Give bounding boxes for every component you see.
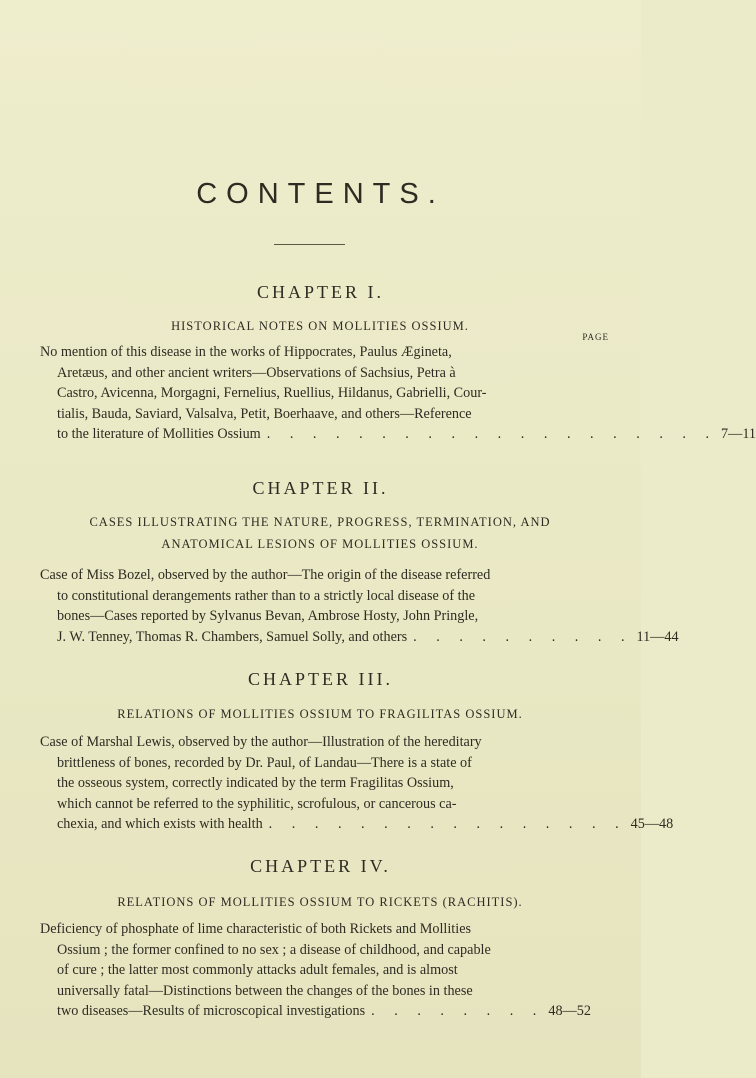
entry-line: Case of Miss Bozel, observed by the author—The origin of the disease referred (40, 567, 491, 583)
entry-last-line: two diseases—Results of microscopical investigations . . . . . . . . 48—52 (40, 1001, 588, 1022)
chapter-2-subheading: CASES ILLUSTRATING THE NATURE, PROGRESS, TERMINATION, AND ANATOMICAL LESIONS OF MOLLITIES OSSIUM. (89, 515, 551, 551)
entry-last-line: chexia, and which exists with health . . . . . . . . . . . . . . . . 45—48 (40, 814, 588, 835)
page-range: 11—44 (636, 628, 679, 645)
chapter-2-heading: CHAPTER II. (252, 478, 389, 498)
title-rule (274, 244, 345, 245)
chapter-1-subheading: HISTORICAL NOTES ON MOLLITIES OSSIUM. (171, 319, 469, 333)
chapter-3-heading: CHAPTER III. (248, 669, 393, 689)
entry-line: Deficiency of phosphate of lime characteristic of both Rickets and Mollities (40, 921, 472, 937)
entry-line: bones—Cases reported by Sylvanus Bevan, Ambrose Hosty, John Pringle, (57, 608, 479, 624)
page-range: 45—48 (630, 816, 674, 832)
leader-dots: . . . . . . . . (371, 1003, 545, 1019)
leader-dots: . . . . . . . . . . . . . . . . . . . . (266, 426, 718, 442)
entry-line: Ossium ; the former confined to no sex ; a disease of childhood, and capable (57, 941, 491, 958)
entry-line: universally fatal—Distinctions between the changes of the bones in these (57, 982, 473, 999)
chapter-4-entry (40, 919, 591, 1022)
leader-dots: . . . . . . . . . . . . . . . . (268, 816, 627, 832)
page-range: 48—52 (548, 1003, 591, 1019)
entry-line: Case of Marshal Lewis, observed by the author—Illustration of the hereditary (40, 734, 482, 750)
entry-line: Castro, Avicenna, Morgagni, Fernelius, Ruellius, Hildanus, Gabrielli, Cour- (57, 385, 487, 401)
entry-line: of cure ; the latter most commonly attacks adult females, and is almost (57, 962, 458, 978)
entry-line: to constitutional derangements rather than to a strictly local disease of the (57, 587, 476, 604)
page-column-label: PAGE (582, 332, 609, 342)
entry-line: No mention of this disease in the works of Hippocrates, Paulus Ægineta, (40, 344, 452, 360)
entry-line: tialis, Bauda, Saviard, Valsalva, Petit, Boerhaave, and others—Reference (57, 405, 472, 422)
chapter-3-subheading: RELATIONS OF MOLLITIES OSSIUM TO FRAGILITAS OSSIUM. (117, 707, 523, 721)
entry-line: Aretæus, and other ancient writers—Observations of Sachsius, Petra à (57, 364, 456, 381)
entry-last-line: J. W. Tenney, Thomas R. Chambers, Samuel Solly, and others . . . . . . . . . . 11—44 (40, 627, 588, 648)
chapter-2-entry (40, 565, 679, 647)
leader-dots: . . . . . . . . . . (413, 628, 633, 645)
entry-line: which cannot be referred to the syphilitic, scrofulous, or cancerous ca- (57, 795, 457, 812)
chapter-4-heading: CHAPTER IV. (250, 856, 391, 876)
chapter-1-heading: CHAPTER I. (256, 282, 384, 302)
contents-title: CONTENTS. (196, 178, 445, 210)
entry-last-line: to the literature of Mollities Ossium . . . . . . . . . . . . . . . . . . . . 7—11 (40, 424, 588, 445)
page-range: 7—11 (721, 426, 756, 442)
entry-line: brittleness of bones, recorded by Dr. Paul, of Landau—There is a state of (57, 754, 472, 771)
chapter-4-subheading: RELATIONS OF MOLLITIES OSSIUM TO RICKETS (RACHITIS). (117, 895, 523, 909)
chapter-3-entry (40, 732, 674, 835)
chapter-1-entry (40, 342, 756, 445)
entry-line: the osseous system, correctly indicated by the term Fragilitas Ossium, (57, 775, 454, 791)
